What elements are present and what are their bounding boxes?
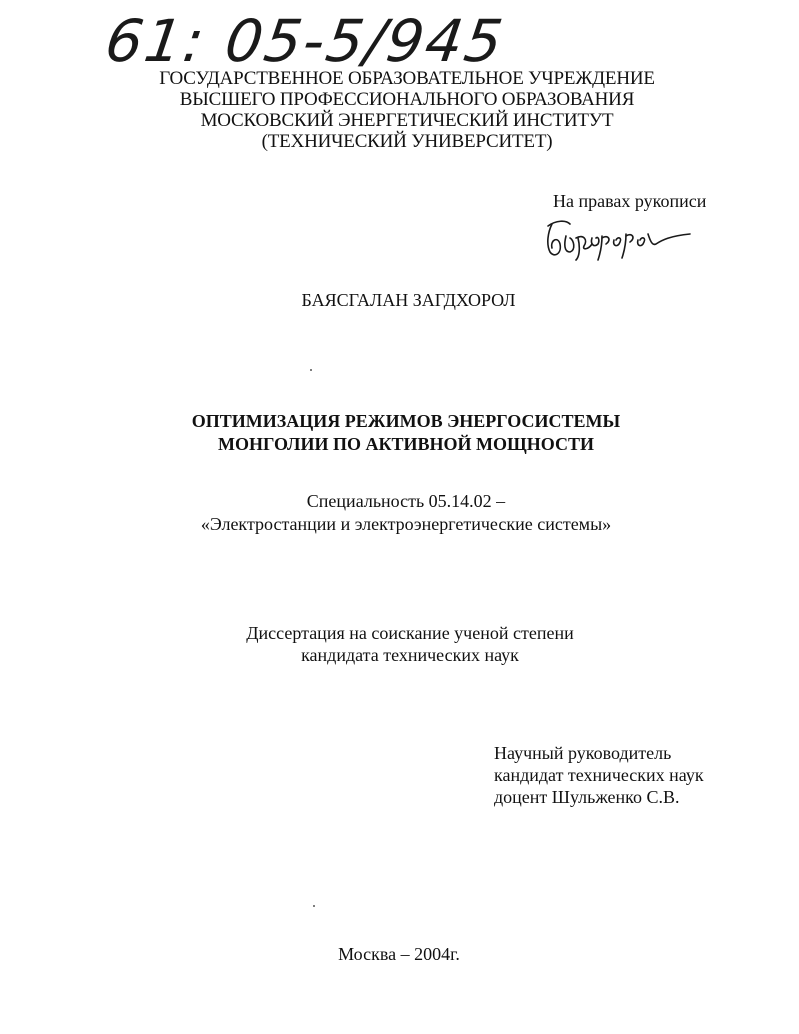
advisor-line-1: Научный руководитель	[494, 743, 672, 763]
advisor-line-3: доцент Шульженко С.В.	[494, 787, 680, 807]
scan-speck	[310, 369, 312, 371]
institution-line-2: ВЫСШЕГО ПРОФЕССИОНАЛЬНОГО ОБРАЗОВАНИЯ	[179, 89, 635, 110]
degree-line-1: Диссертация на соискание ученой степени	[246, 623, 574, 643]
institution-line-4: (ТЕХНИЧЕСКИЙ УНИВЕРСИТЕТ)	[261, 131, 553, 152]
advisor-block	[494, 742, 704, 808]
author-name: БАЯСГАЛАН ЗАГДХОРОЛ	[301, 290, 516, 310]
title-line-2: МОНГОЛИИ ПО АКТИВНОЙ МОЩНОСТИ	[217, 434, 595, 454]
specialty-block	[0, 490, 799, 536]
degree-block	[0, 622, 799, 666]
city-year-footer: Москва – 2004г.	[338, 944, 460, 964]
scan-speck	[313, 905, 315, 907]
dissertation-title	[0, 410, 799, 456]
title-line-1: ОПТИМИЗАЦИЯ РЕЖИМОВ ЭНЕРГОСИСТЕМЫ	[191, 411, 621, 431]
specialty-line-1: Специальность 05.14.02 –	[306, 491, 506, 511]
institution-line-1: ГОСУДАРСТВЕННОЕ ОБРАЗОВАТЕЛЬНОЕ УЧРЕЖДЕНИЕ	[159, 68, 655, 89]
handwritten-archive-code	[101, 6, 509, 76]
advisor-line-2: кандидат технических наук	[494, 765, 704, 785]
degree-line-2: кандидата технических наук	[301, 645, 519, 665]
institution-line-3: МОСКОВСКИЙ ЭНЕРГЕТИЧЕСКИЙ ИНСТИТУТ	[200, 110, 614, 131]
rights-note: На правах рукописи	[553, 191, 707, 211]
specialty-line-2: «Электростанции и электроэнергетические системы»	[200, 514, 612, 534]
handwritten-code-text: 61: 05-5/945	[101, 7, 509, 75]
handwritten-signature	[540, 214, 700, 262]
institution-header	[0, 68, 799, 152]
